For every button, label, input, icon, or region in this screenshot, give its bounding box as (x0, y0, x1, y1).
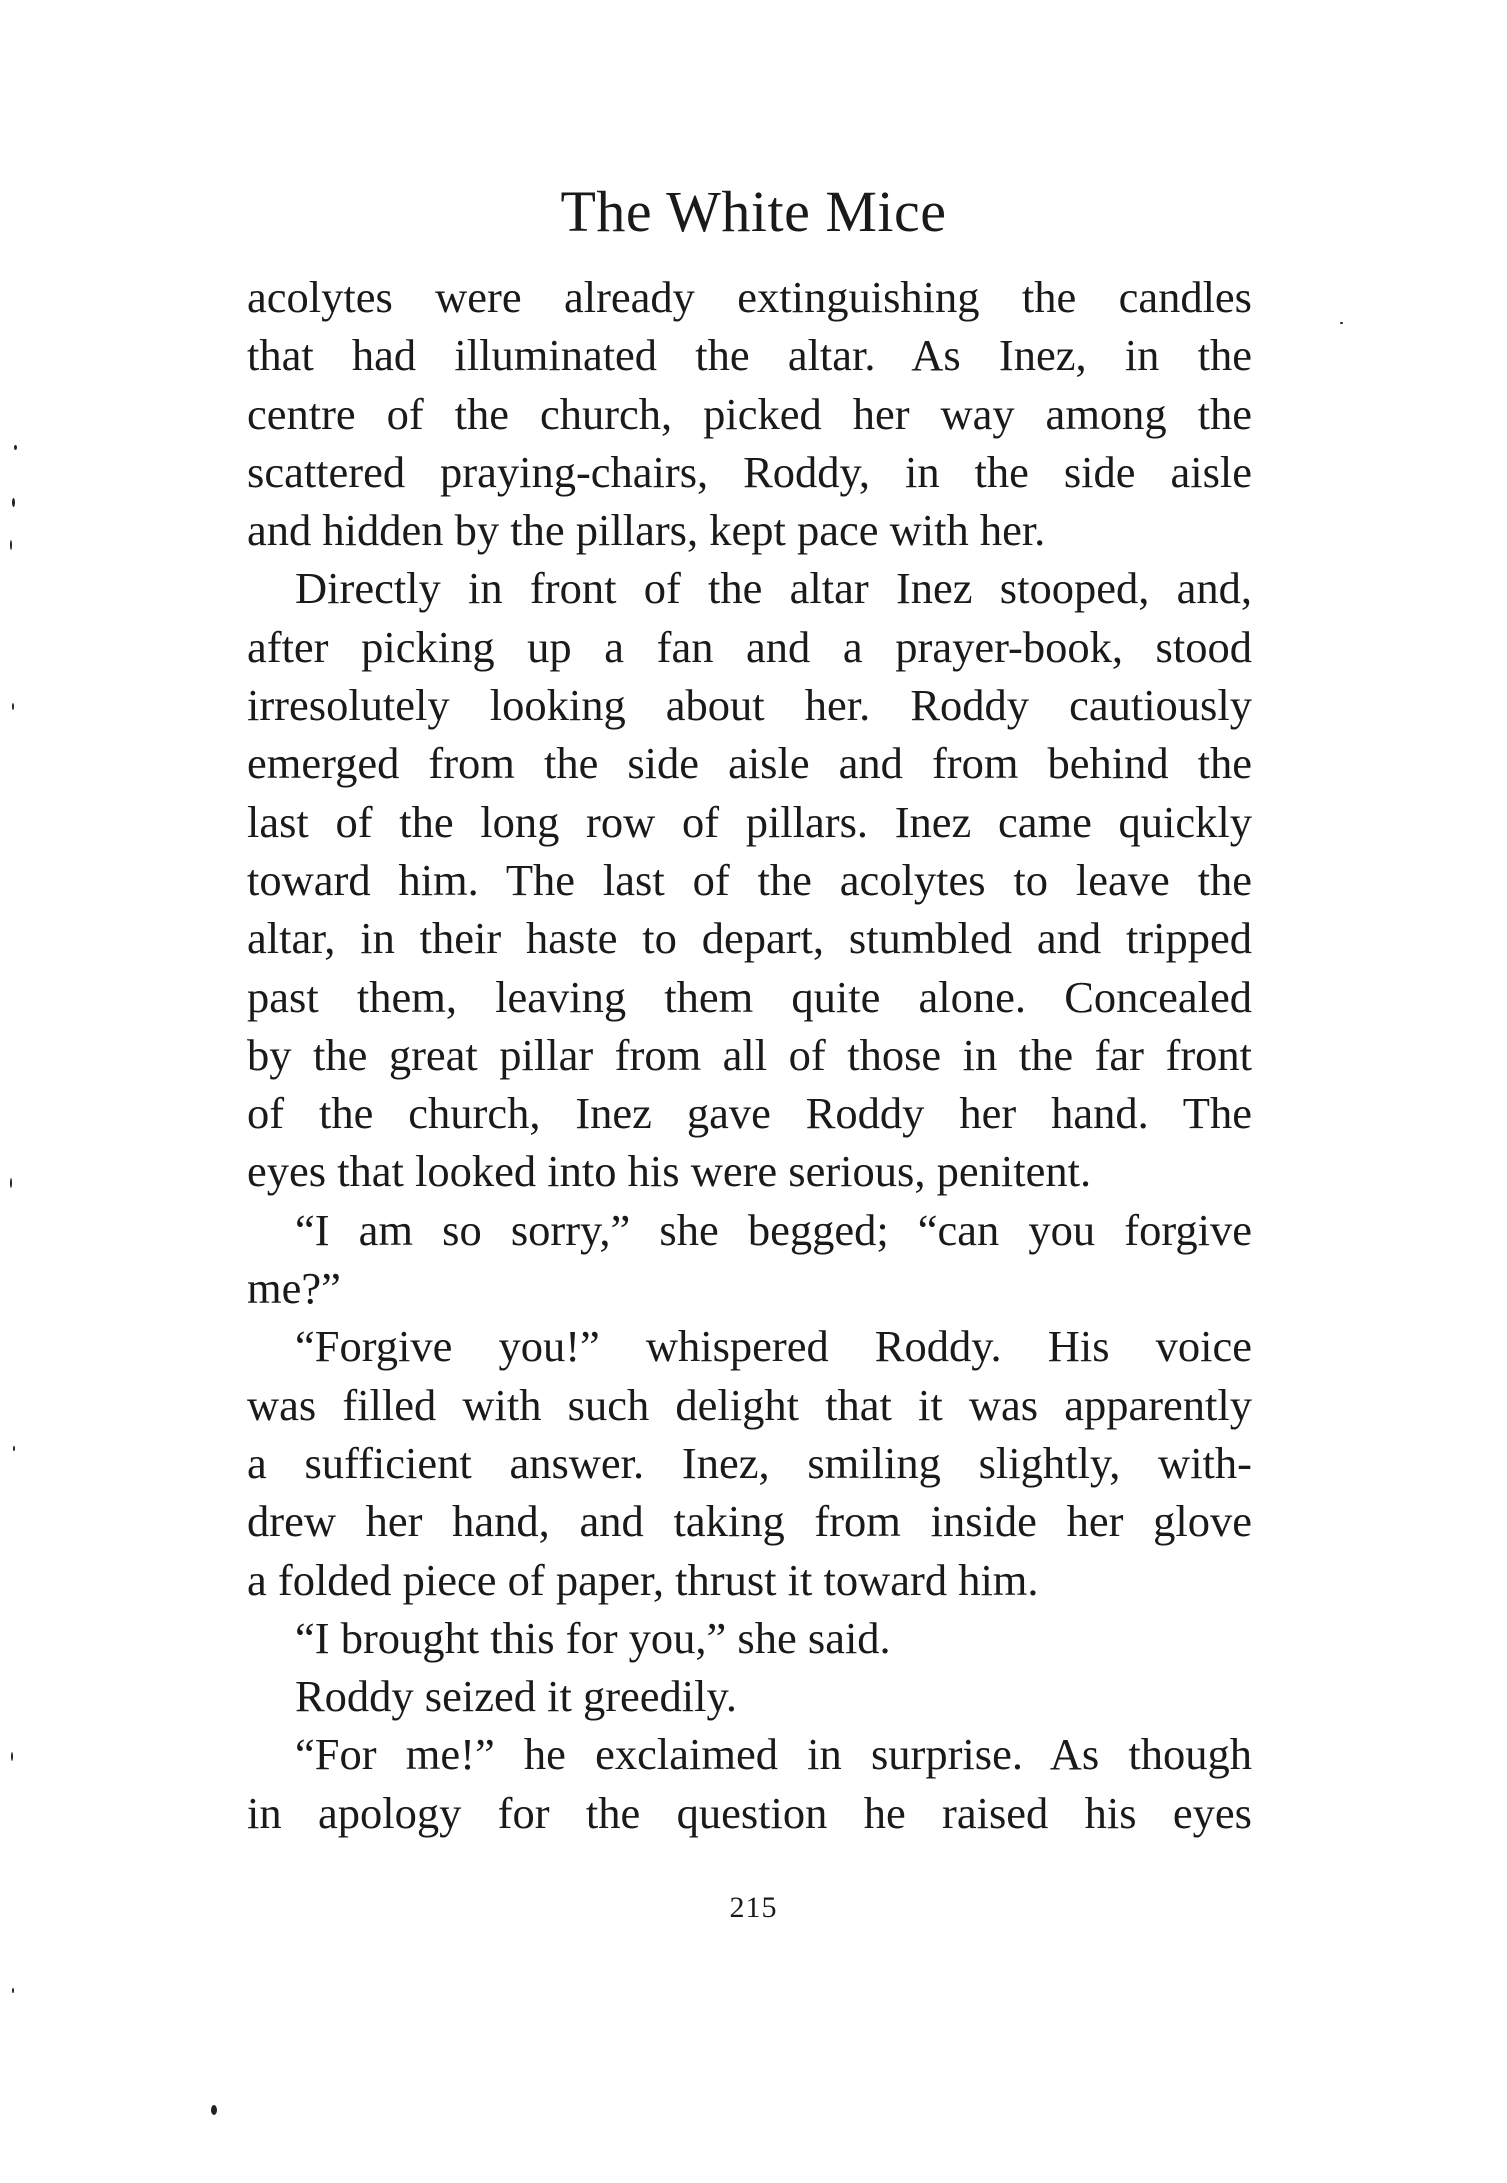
text-line: scattered praying-chairs, Roddy, in the side aisle (247, 446, 1252, 497)
text-line: toward him. The last of the acolytes to leave the (247, 854, 1252, 905)
scan-speck (11, 1752, 13, 1761)
text-line: Roddy seized it greedily. (295, 1671, 738, 1722)
text-line: Directly in front of the altar Inez stooped, and, (295, 563, 1252, 614)
scan-speck (12, 498, 15, 507)
text-line: emerged from the side aisle and from behind the (247, 738, 1252, 789)
text-line: a folded piece of paper, thrust it toward him. (247, 1554, 1039, 1605)
text-line: altar, in their haste to depart, stumbled and tripped (247, 913, 1252, 964)
text-line: me?” (247, 1263, 341, 1314)
text-line: centre of the church, picked her way among the (247, 388, 1252, 439)
text-line: and hidden by the pillars, kept pace with her. (247, 505, 1046, 556)
page-number: 215 (729, 1891, 778, 1924)
text-line: was filled with such delight that it was apparently (247, 1379, 1252, 1430)
text-line: a sufficient answer. Inez, smiling slightly, with- (247, 1437, 1252, 1488)
text-line: “I am so sorry,” she begged; “can you forgive (295, 1204, 1252, 1255)
text-line: after picking up a fan and a prayer-book, stood (247, 621, 1252, 672)
body-text (247, 268, 1252, 1842)
scan-speck (211, 2105, 217, 2115)
text-line: “I brought this for you,” she said. (295, 1612, 891, 1663)
text-line: “Forgive you!” whispered Roddy. His voice (295, 1321, 1252, 1372)
text-line: acolytes were already extinguishing the candles (247, 272, 1252, 322)
scan-speck (1340, 322, 1343, 324)
text-line: in apology for the question he raised his eyes (247, 1787, 1252, 1838)
running-head: The White Mice (560, 179, 947, 244)
scan-speck (10, 1178, 12, 1188)
scan-speck (13, 1446, 15, 1451)
scan-speck (12, 1988, 14, 1993)
text-line: past them, leaving them quite alone. Concealed (247, 971, 1252, 1022)
scan-speck (10, 540, 12, 550)
text-line: eyes that looked into his were serious, penitent. (247, 1146, 1092, 1197)
text-line: of the church, Inez gave Roddy her hand. The (247, 1088, 1252, 1139)
scan-speck (14, 445, 17, 450)
text-line: that had illuminated the altar. As Inez, in the (247, 330, 1252, 381)
text-line: drew her hand, and taking from inside her glove (247, 1496, 1252, 1547)
scan-speck (12, 703, 14, 710)
text-line: irresolutely looking about her. Roddy cautiously (247, 680, 1252, 731)
text-line: last of the long row of pillars. Inez came quickly (247, 796, 1252, 847)
text-line: by the great pillar from all of those in the far front (247, 1029, 1252, 1080)
text-line: “For me!” he exclaimed in surprise. As though (295, 1729, 1252, 1780)
